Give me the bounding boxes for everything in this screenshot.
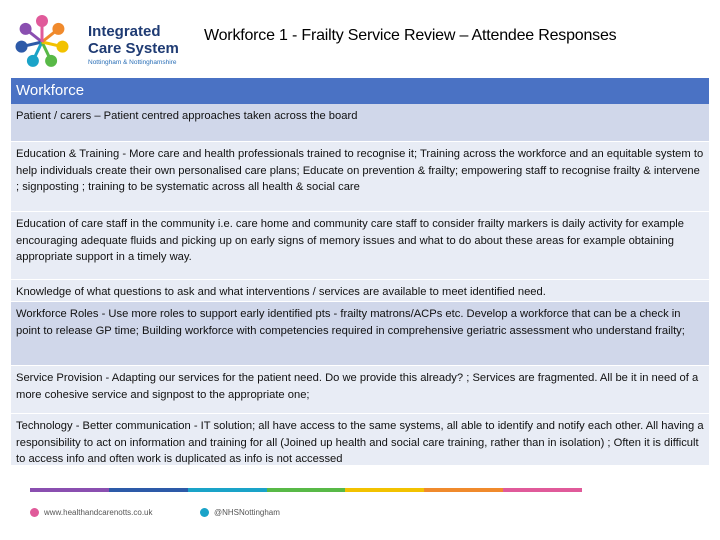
table-row: Technology - Better communication - IT solution; all have access to the same systems, all able to identify and notify each other. All having a responsibility to act on information and training for all (Joined up health and social care training, rather than in isolation) ; Often it is difficult to access info and often work is duplicated as info is not accessed (11, 413, 709, 465)
footer-website-text: www.healthandcarenotts.co.uk (44, 508, 153, 517)
ics-logo (12, 12, 202, 72)
logo-wordmark (88, 24, 179, 67)
footer-bar-segment (109, 488, 188, 492)
table-row: Service Provision - Adapting our services for the patient need. Do we provide this already? ; Services are fragmented. All be it in need of a more cohesive service and signpost to the appropriate one; (11, 365, 709, 413)
logo-line2: Care System (88, 40, 179, 57)
logo-dot (52, 23, 64, 35)
table-row: Education of care staff in the community i.e. care home and community care staff to consider frailty markers is daily activity for example encouraging adequate fluids and picking up on early signs of memory issues and what to do about these areas for example obtaining appropriate support in a timely way. (11, 211, 709, 279)
footer-bar-segment (424, 488, 503, 492)
logo-dot (20, 23, 32, 35)
logo-dot (27, 55, 39, 67)
table-row: Education & Training - More care and health professionals trained to recognise it; Training across the workforce and an equitable system to help individuals create their own personalised care plans; Educate on prevention & frailty; empowering staff to recognise frailty & intervene ; signposting ; training to be systematic across all health & social care (11, 141, 709, 211)
table-row: Workforce Roles - Use more roles to support early identified pts - frailty matrons/ACPs etc. Develop a workforce that can be a check in point to release GP time; Building workforce with competencies required in comprehensive geriatric assessment who understand frailty; (11, 301, 709, 365)
logo-subtitle: Nottingham & Nottinghamshire (88, 59, 177, 66)
logo-line1: Integrated (88, 23, 161, 40)
footer-bar-segment (30, 488, 109, 492)
footer-bar-segment (503, 488, 582, 492)
footer-bar-segment (188, 488, 267, 492)
footer-bar-segment (267, 488, 346, 492)
footer-color-bar (30, 488, 582, 492)
table-row: Knowledge of what questions to ask and what interventions / services are available to meet identified need. (11, 279, 709, 301)
web-icon (30, 508, 39, 517)
logo-dot (45, 55, 57, 67)
table-header: Workforce (11, 78, 709, 104)
responses-table (11, 78, 709, 465)
footer-twitter-text: @NHSNottingham (214, 508, 280, 517)
logo-dot (56, 41, 68, 53)
logo-dot (16, 41, 28, 53)
footer-twitter[interactable] (200, 508, 280, 517)
logo-dot (36, 15, 48, 27)
table-row: Patient / carers – Patient centred approaches taken across the board (11, 104, 709, 141)
footer-website[interactable] (30, 508, 153, 517)
footer-bar-segment (345, 488, 424, 492)
page-title: Workforce 1 - Frailty Service Review – Attendee Responses (204, 27, 617, 44)
twitter-icon (200, 508, 209, 517)
ics-logo-mark-icon (12, 12, 78, 72)
